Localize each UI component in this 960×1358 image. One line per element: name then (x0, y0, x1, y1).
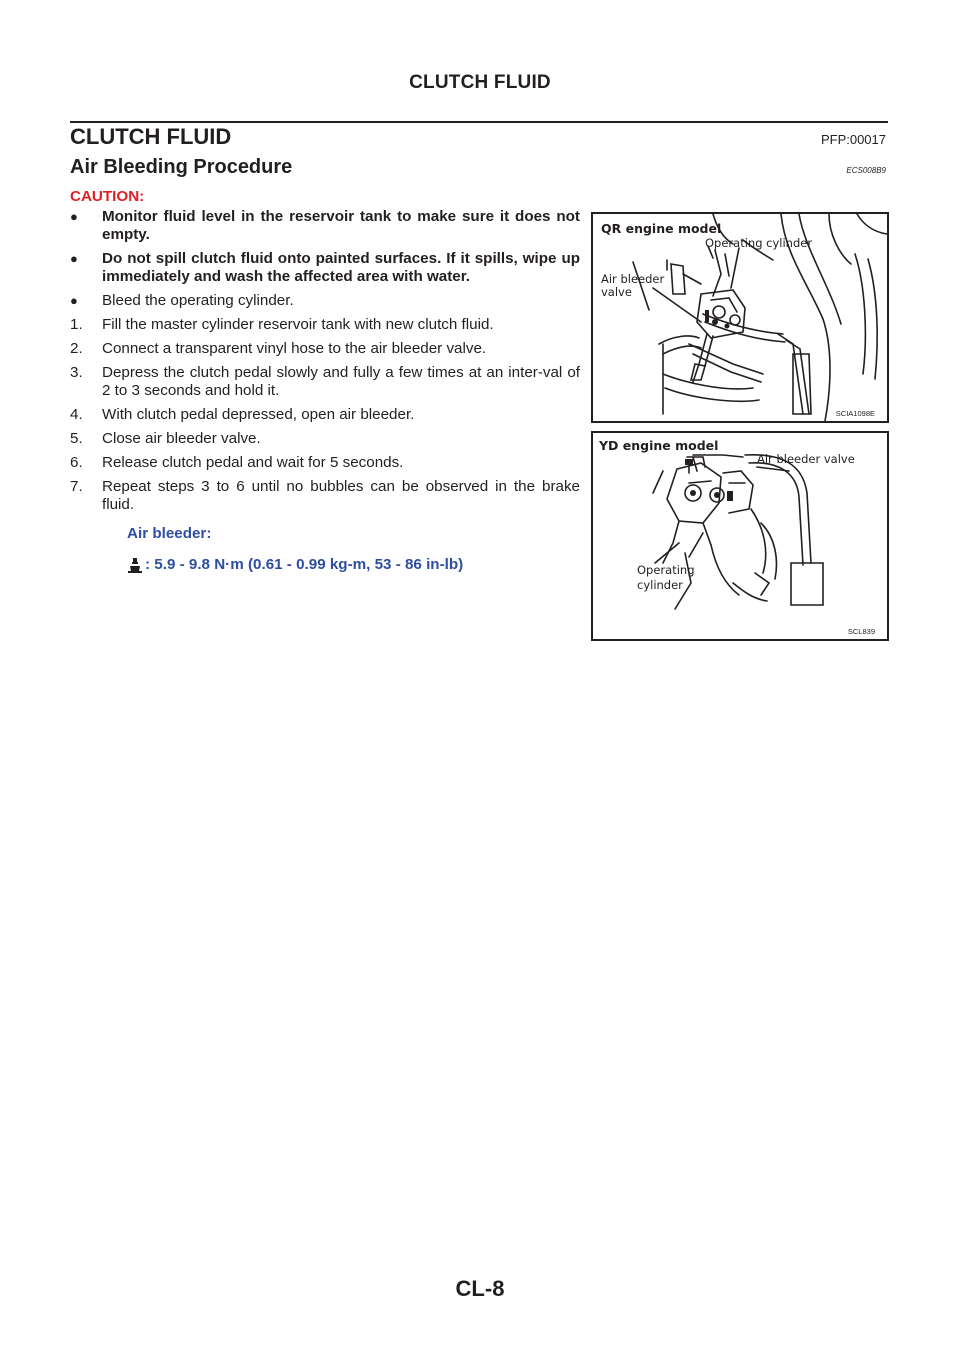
figure-qr-code: SCIA1098E (835, 409, 875, 418)
step-text: Connect a transparent vinyl hose to the air bleeder valve. (102, 340, 487, 357)
figure-qr-air-bleeder-label: Air bleeder (601, 272, 665, 286)
bullet-dot-icon: ● (70, 209, 78, 224)
figure-qr-engine (591, 212, 889, 423)
step-number: 7. (70, 478, 83, 495)
subsection-code: ECS008B9 (846, 166, 886, 175)
section-title: CLUTCH FLUID (70, 124, 232, 149)
procedure-body (70, 188, 580, 520)
subsection-title: Air Bleeding Procedure (70, 156, 293, 178)
caution-label: CAUTION: (70, 188, 145, 205)
section-title-row (70, 124, 888, 150)
spec-label: Air bleeder: (127, 525, 212, 542)
page-number: CL-8 (455, 1276, 505, 1301)
procedure-bullet-text: Bleed the operating cylinder. (102, 292, 294, 309)
procedure-step (70, 454, 580, 472)
procedure-step (70, 340, 580, 358)
figure-qr-title: QR engine model (601, 221, 722, 236)
step-number: 6. (70, 454, 83, 471)
figure-yd-engine (591, 431, 889, 641)
step-text: Depress the clutch pedal slowly and fully a few times at an inter-val of 2 to 3 seconds and hold it. (102, 364, 580, 399)
bullet-dot-icon: ● (70, 251, 78, 266)
procedure-bullet (70, 292, 580, 310)
step-text: Repeat steps 3 to 6 until no bubbles can be observed in the brake fluid. (102, 478, 580, 513)
step-number: 1. (70, 316, 83, 333)
step-number: 2. (70, 340, 83, 357)
header-rule (70, 121, 888, 123)
figure-yd-code: SCL839 (847, 627, 875, 636)
caution-bullet-text: Monitor fluid level in the reservoir tank to make sure it does not empty. (102, 208, 580, 243)
step-text: Release clutch pedal and wait for 5 seconds. (102, 454, 404, 471)
torque-spec-text: : 5.9 - 9.8 N·m (0.61 - 0.99 kg-m, 53 - 86 in-lb) (145, 556, 464, 573)
torque-wrench-icon (127, 557, 143, 573)
subsection-title-row (70, 156, 888, 179)
figure-yd-cylinder-label: cylinder (637, 578, 683, 592)
caution-bullet-text: Do not spill clutch fluid onto painted surfaces. If it spills, wipe up immediately and wash the affected area with water. (102, 250, 580, 285)
figure-yd-air-bleeder-valve-label: Air bleeder valve (757, 452, 855, 466)
caution-bullet (70, 208, 580, 244)
procedure-step (70, 406, 580, 424)
step-text: Fill the master cylinder reservoir tank with new clutch fluid. (102, 316, 494, 333)
step-text: Close air bleeder valve. (102, 430, 261, 447)
bullet-dot-icon: ● (70, 293, 78, 308)
part-code: PFP:00017 (820, 132, 886, 147)
figure-qr-valve-label: valve (601, 285, 632, 299)
procedure-step (70, 430, 580, 448)
procedure-step (70, 316, 580, 334)
figure-qr-operating-cylinder-label: Operating cylinder (705, 236, 813, 250)
figure-yd-operating-label: Operating (637, 563, 695, 577)
caution-bullet (70, 250, 580, 286)
torque-spec (127, 556, 463, 573)
step-number: 5. (70, 430, 83, 447)
running-header-title: CLUTCH FLUID (409, 72, 551, 93)
step-text: With clutch pedal depressed, open air bleeder. (102, 406, 415, 423)
step-number: 3. (70, 364, 83, 381)
procedure-step (70, 478, 580, 514)
figure-yd-title: YD engine model (599, 438, 719, 453)
procedure-step (70, 364, 580, 400)
step-number: 4. (70, 406, 83, 423)
